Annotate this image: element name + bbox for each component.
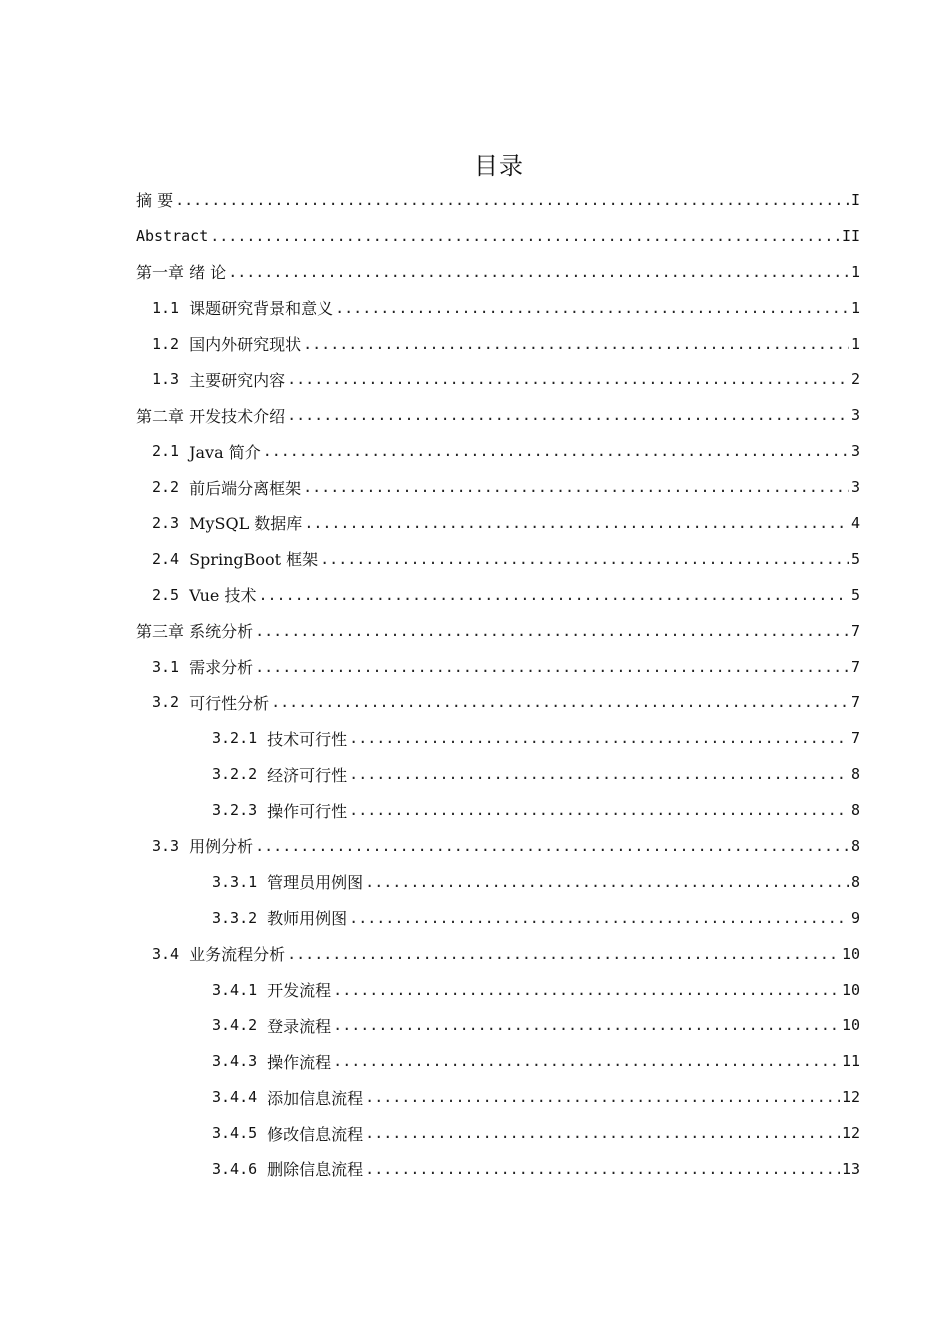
toc-entry[interactable]	[136, 936, 860, 972]
toc-entry-title: 课题研究背景和意义	[189, 299, 334, 319]
toc-entry-title: 主要研究内容	[189, 370, 286, 390]
toc-entry-page: 3	[850, 442, 860, 461]
toc-entry-page: 1	[850, 262, 860, 281]
toc-entry-page: 12	[841, 1124, 860, 1143]
toc-entry-number: 1.3	[152, 370, 180, 389]
toc-entry-title: Vue 技术	[189, 586, 257, 606]
toc-entry-number: 3.4.5	[212, 1124, 258, 1143]
toc-entry[interactable]	[136, 433, 860, 469]
toc-entry-page: 10	[841, 1016, 860, 1035]
toc-entry-page: 2	[850, 370, 860, 389]
toc-entry[interactable]	[136, 254, 860, 290]
toc-entry-page: 10	[841, 980, 860, 999]
toc-dot-leader	[287, 407, 849, 423]
toc-entry-number: 3.3	[152, 836, 180, 855]
toc-entry-number: 3.4.3	[212, 1052, 258, 1071]
toc-entry-number: 3.2.1	[212, 729, 258, 748]
toc-dot-leader	[333, 1017, 840, 1033]
toc-entry[interactable]	[136, 792, 860, 828]
toc-entry-title: 操作流程	[267, 1052, 332, 1072]
toc-entry-title: 技术可行性	[267, 729, 348, 749]
toc-entry[interactable]	[136, 326, 860, 362]
toc-dot-leader	[365, 1161, 840, 1177]
toc-entry-number: 3.3.2	[212, 908, 258, 927]
toc-entry-number: 3.4.2	[212, 1016, 258, 1035]
toc-dot-leader	[255, 623, 849, 639]
toc-entry[interactable]	[136, 684, 860, 720]
toc-entry-title: 第三章 系统分析	[136, 622, 254, 642]
toc-entry-page: 7	[850, 657, 860, 676]
toc-entry-number: 3.3.1	[212, 872, 258, 891]
toc-entry-title: 可行性分析	[189, 693, 270, 713]
toc-entry[interactable]	[136, 1079, 860, 1115]
toc-entry-number: 2.3	[152, 513, 180, 532]
toc-dot-leader	[349, 802, 849, 818]
toc-entry-page: 7	[850, 621, 860, 640]
toc-entry-title: 经济可行性	[267, 765, 348, 785]
toc-entry-page: 5	[850, 585, 860, 604]
toc-entry-page: 4	[850, 513, 860, 532]
toc-entry[interactable]	[136, 1151, 860, 1187]
toc-dot-leader	[255, 659, 849, 675]
toc-entry[interactable]	[136, 397, 860, 433]
toc-entry-page: 8	[850, 872, 860, 891]
toc-entry[interactable]	[136, 1115, 860, 1151]
toc-entry-page: 12	[841, 1088, 860, 1107]
toc-dot-leader	[365, 1089, 840, 1105]
toc-entry-title: 管理员用例图	[267, 873, 364, 893]
toc-entry-page: 5	[850, 549, 860, 568]
toc-entry-number: 2.2	[152, 478, 180, 497]
toc-dot-leader	[333, 982, 840, 998]
toc-entry-number: 3.4.4	[212, 1088, 258, 1107]
toc-entry-title: 用例分析	[189, 837, 254, 857]
toc-entry[interactable]	[136, 900, 860, 936]
toc-dot-leader	[175, 192, 849, 208]
toc-entry-number: 1.1	[152, 298, 180, 317]
toc-dot-leader	[335, 300, 849, 316]
toc-dot-leader	[255, 838, 849, 854]
toc-entry[interactable]	[136, 720, 860, 756]
toc-entry-title: 登录流程	[267, 1016, 332, 1036]
toc-entry-page: 9	[850, 908, 860, 927]
toc-entry[interactable]	[136, 577, 860, 613]
toc-entry-page: I	[850, 190, 860, 209]
toc-entry-title: 第二章 开发技术介绍	[136, 406, 286, 426]
toc-dot-leader	[349, 910, 849, 926]
toc-entry-title: 前后端分离框架	[189, 478, 302, 498]
toc-entry[interactable]	[136, 361, 860, 397]
toc-dot-leader	[333, 1053, 840, 1069]
toc-title: 目录	[474, 152, 524, 180]
toc-entry-title: 第一章 绪 论	[136, 263, 227, 283]
toc-entry-page: 8	[850, 765, 860, 784]
toc-entry-title: 业务流程分析	[189, 945, 286, 965]
toc-entry-number: 2.1	[152, 442, 180, 461]
toc-entry-page: 11	[841, 1052, 860, 1071]
toc-dot-leader	[228, 264, 849, 280]
toc-entry-title: Java 简介	[189, 442, 261, 462]
toc-entry-number: 3.2.2	[212, 765, 258, 784]
table-of-contents	[136, 182, 860, 1187]
toc-dot-leader	[263, 443, 849, 459]
toc-entry-page: 8	[850, 836, 860, 855]
toc-entry-title: SpringBoot 框架	[189, 550, 319, 570]
toc-entry-title: Abstract	[136, 226, 209, 245]
toc-dot-leader	[365, 874, 849, 890]
toc-entry-number: 3.4.1	[212, 980, 258, 999]
toc-entry[interactable]	[136, 1007, 860, 1043]
toc-entry-title: 添加信息流程	[267, 1088, 364, 1108]
toc-entry-page: 7	[850, 693, 860, 712]
toc-entry-number: 3.4.6	[212, 1159, 258, 1178]
toc-entry[interactable]	[136, 864, 860, 900]
toc-dot-leader	[349, 730, 849, 746]
toc-entry[interactable]	[136, 1043, 860, 1079]
toc-entry-title: 修改信息流程	[267, 1124, 364, 1144]
toc-entry-title: MySQL 数据库	[189, 514, 303, 534]
toc-entry[interactable]	[136, 828, 860, 864]
toc-entry[interactable]	[136, 218, 860, 254]
toc-entry-number: 3.4	[152, 944, 180, 963]
toc-dot-leader	[320, 551, 849, 567]
toc-entry-title: 教师用例图	[267, 909, 348, 929]
toc-entry-title: 摘 要	[136, 191, 174, 211]
toc-entry-title: 操作可行性	[267, 801, 348, 821]
toc-dot-leader	[287, 371, 849, 387]
toc-dot-leader	[303, 336, 849, 352]
toc-entry-number: 2.4	[152, 549, 180, 568]
toc-entry[interactable]	[136, 613, 860, 649]
toc-dot-leader	[365, 1125, 840, 1141]
toc-entry-page: 1	[850, 298, 860, 317]
toc-entry-number: 3.2.3	[212, 801, 258, 820]
toc-entry-page: II	[841, 226, 860, 245]
toc-entry-number: 3.2	[152, 693, 180, 712]
toc-entry[interactable]	[136, 649, 860, 685]
toc-entry-page: 1	[850, 334, 860, 353]
toc-entry[interactable]	[136, 541, 860, 577]
toc-entry-number: 2.5	[152, 585, 180, 604]
toc-entry[interactable]	[136, 182, 860, 218]
toc-dot-leader	[259, 587, 849, 603]
toc-entry-title: 国内外研究现状	[189, 335, 302, 354]
toc-entry-title: 删除信息流程	[267, 1160, 364, 1180]
toc-entry-page: 13	[841, 1159, 860, 1178]
toc-entry-page: 8	[850, 801, 860, 820]
toc-dot-leader	[271, 694, 849, 710]
toc-entry-number: 3.1	[152, 657, 180, 676]
toc-dot-leader	[349, 766, 849, 782]
toc-entry[interactable]	[136, 505, 860, 541]
toc-entry-title: 需求分析	[189, 658, 254, 678]
toc-entry-title: 开发流程	[267, 981, 332, 1001]
toc-entry-number: 1.2	[152, 334, 180, 353]
toc-dot-leader	[303, 479, 849, 495]
toc-entry[interactable]	[136, 756, 860, 792]
toc-dot-leader	[210, 228, 840, 244]
toc-dot-leader	[287, 946, 840, 962]
toc-entry[interactable]	[136, 290, 860, 326]
toc-entry[interactable]	[136, 972, 860, 1008]
toc-entry-page: 10	[841, 944, 860, 963]
toc-dot-leader	[304, 515, 849, 531]
toc-entry-page: 7	[850, 729, 860, 748]
toc-entry[interactable]	[136, 469, 860, 505]
toc-entry-page: 3	[850, 406, 860, 425]
toc-entry-page: 3	[850, 478, 860, 497]
